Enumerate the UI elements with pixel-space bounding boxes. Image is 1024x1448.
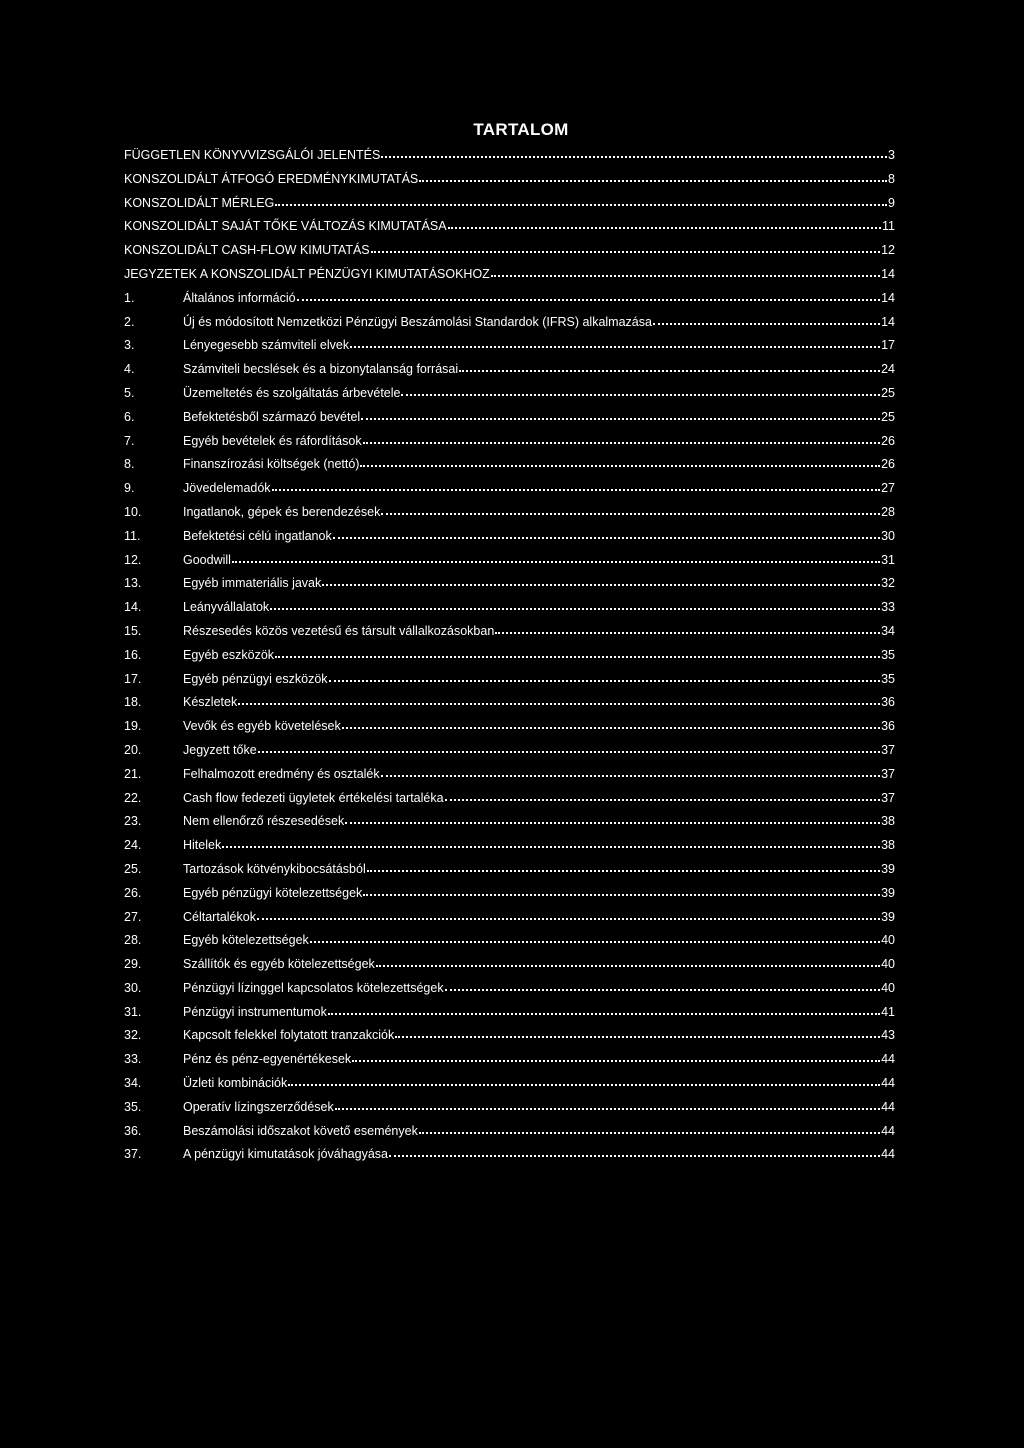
dot-leader: [322, 584, 880, 586]
toc-entry-page-number: 14: [881, 266, 895, 281]
toc-entry-number: 7.: [124, 433, 135, 448]
toc-entry-page-number: 27: [881, 481, 895, 496]
toc-entry-label: Egyéb bevételek és ráfordítások: [183, 433, 362, 448]
toc-entry[interactable]: [124, 672, 895, 696]
toc-entry-label: Cash flow fedezeti ügyletek értékelési tartaléka: [183, 790, 444, 805]
toc-entry-label: KONSZOLIDÁLT CASH-FLOW KIMUTATÁS: [124, 243, 370, 258]
toc-entry-number: 37.: [124, 1147, 142, 1162]
toc-entry[interactable]: [124, 362, 895, 386]
toc-entry-number: 23.: [124, 814, 142, 829]
toc-entry[interactable]: [124, 814, 895, 838]
toc-entry-number: 32.: [124, 1028, 142, 1043]
dot-leader: [258, 751, 880, 753]
toc-entry-number: 27.: [124, 909, 142, 924]
toc-entry[interactable]: [124, 386, 895, 410]
toc-entry-number: 9.: [124, 481, 135, 496]
toc-entry-number: 30.: [124, 980, 142, 995]
dot-leader: [275, 204, 887, 206]
toc-entry[interactable]: [124, 719, 895, 743]
dot-leader: [342, 727, 880, 729]
toc-entry-label: FÜGGETLEN KÖNYVVIZSGÁLÓI JELENTÉS: [124, 148, 381, 162]
toc-entry-number: 4.: [124, 362, 135, 377]
toc-entry-label: Számviteli becslések és a bizonytalanság forrásai: [183, 362, 459, 377]
toc-entry-number: 33.: [124, 1052, 142, 1067]
toc-entry-page-number: 39: [881, 861, 895, 876]
toc-entry-label: Goodwill: [183, 552, 231, 567]
dot-leader: [445, 799, 881, 801]
toc-entry-number: 5.: [124, 385, 135, 400]
toc-entry-label: Leányvállalatok: [183, 600, 270, 615]
dot-leader: [395, 1036, 880, 1038]
toc-entry-page-number: 40: [881, 933, 895, 948]
toc-entry[interactable]: [124, 910, 895, 934]
toc-entry-page-number: 35: [881, 671, 895, 686]
toc-entry[interactable]: [124, 1124, 895, 1148]
toc-entry[interactable]: [124, 576, 895, 600]
toc-entry-label: Céltartalékok: [183, 909, 256, 924]
toc-entry-label: Szállítók és egyéb kötelezettségek: [183, 957, 375, 972]
toc-entry[interactable]: [124, 219, 895, 243]
toc-entry[interactable]: [124, 291, 895, 315]
toc-entry-page-number: 17: [881, 338, 895, 353]
toc-entry-page-number: 33: [881, 600, 895, 615]
toc-entry-label: Jövedelemadók: [183, 481, 271, 496]
toc-entry-page-number: 28: [881, 504, 895, 519]
toc-entry-number: 10.: [124, 504, 142, 519]
dot-leader: [401, 394, 880, 396]
dot-leader: [310, 941, 880, 943]
toc-entry-label: Lényegesebb számviteli elvek: [183, 338, 350, 353]
toc-entry-label: KONSZOLIDÁLT SAJÁT TŐKE VÁLTOZÁS KIMUTATÁSA: [124, 219, 447, 234]
toc-entry-number: 29.: [124, 957, 142, 972]
dot-leader: [238, 703, 880, 705]
toc-entry-label: Pénz és pénz-egyenértékesek: [183, 1052, 352, 1067]
toc-entry-number: 24.: [124, 838, 142, 853]
toc-entry-label: Pénzügyi instrumentumok: [183, 1004, 327, 1019]
dot-leader: [350, 346, 880, 348]
dot-leader: [360, 465, 880, 467]
toc-entry-page-number: 24: [881, 362, 895, 377]
toc-entry[interactable]: [124, 1005, 895, 1029]
toc-entry-page-number: 32: [881, 576, 895, 591]
toc-entry[interactable]: [124, 553, 895, 577]
toc-entry-page-number: 26: [881, 457, 895, 472]
toc-entry[interactable]: [124, 648, 895, 672]
dot-leader: [288, 1084, 880, 1086]
toc-entry-number: 1.: [124, 290, 135, 305]
toc-entry[interactable]: [124, 529, 895, 553]
toc-entry-number: 31.: [124, 1004, 142, 1019]
toc-entry-number: 21.: [124, 766, 142, 781]
toc-entry[interactable]: [124, 1076, 895, 1100]
dot-leader: [376, 965, 880, 967]
toc-entry[interactable]: [124, 957, 895, 981]
toc-entry-label: Egyéb pénzügyi kötelezettségek: [183, 885, 363, 900]
toc-entry-number: 26.: [124, 885, 142, 900]
toc-entry-number: 13.: [124, 576, 142, 591]
dot-leader: [381, 513, 880, 515]
toc-entry-label: Beszámolási időszakot követő események: [183, 1123, 418, 1138]
toc-entry-label: KONSZOLIDÁLT MÉRLEG: [124, 195, 275, 210]
toc-entry[interactable]: [124, 505, 895, 529]
toc-entry-label: Üzemeltetés és szolgáltatás árbevétele: [183, 385, 401, 400]
toc-entry[interactable]: [124, 624, 895, 648]
toc-entry[interactable]: [124, 743, 895, 767]
toc-entry-page-number: 43: [881, 1028, 895, 1043]
toc-entry-page-number: 38: [881, 814, 895, 829]
toc-entry-label: Felhalmozott eredmény és osztalék: [183, 766, 380, 781]
toc-entry-number: 20.: [124, 742, 142, 757]
dot-leader: [381, 156, 887, 158]
toc-entry[interactable]: [124, 600, 895, 624]
toc-entry-number: 36.: [124, 1123, 142, 1138]
toc-entry-page-number: 31: [881, 552, 895, 567]
toc-entry[interactable]: [124, 791, 895, 815]
toc-entry[interactable]: [124, 315, 895, 339]
toc-entry-page-number: 8: [888, 171, 895, 186]
toc-entry-page-number: 39: [881, 885, 895, 900]
toc-entry-number: 12.: [124, 552, 142, 567]
toc-entry-page-number: 9: [888, 195, 895, 210]
toc-entry[interactable]: [124, 767, 895, 791]
toc-entry-page-number: 14: [881, 290, 895, 305]
toc-entry-label: Egyéb kötelezettségek: [183, 933, 309, 948]
dot-leader: [232, 561, 880, 563]
dot-leader: [495, 632, 880, 634]
toc-entry-label: Részesedés közös vezetésű és társult vállalkozásokban: [183, 623, 495, 638]
toc-entry-label: Kapcsolt felekkel folytatott tranzakciók: [183, 1028, 395, 1043]
dot-leader: [653, 323, 880, 325]
toc-entry-page-number: 12: [881, 243, 895, 258]
toc-entry-number: 19.: [124, 719, 142, 734]
toc-entry-label: Ingatlanok, gépek és berendezések: [183, 504, 381, 519]
dot-leader: [371, 251, 880, 253]
dot-leader: [367, 870, 880, 872]
toc-title: TARTALOM: [473, 120, 569, 139]
toc-entry[interactable]: [124, 410, 895, 434]
toc-entry-label: Üzleti kombinációk: [183, 1076, 288, 1091]
toc-entry-page-number: 25: [881, 385, 895, 400]
toc-entry-number: 35.: [124, 1099, 142, 1114]
toc-entry-label: Készletek: [183, 695, 238, 710]
toc-entry-label: Tartozások kötvénykibocsátásból: [183, 861, 366, 876]
dot-leader: [459, 370, 880, 372]
toc-entry[interactable]: [124, 933, 895, 957]
toc-entry-label: A pénzügyi kimutatások jóváhagyása: [183, 1147, 388, 1162]
dot-leader: [270, 608, 880, 610]
toc-entry-page-number: 44: [881, 1076, 895, 1091]
dot-leader: [328, 1013, 880, 1015]
dot-leader: [448, 227, 881, 229]
toc-entry-page-number: 41: [881, 1004, 895, 1019]
toc-entry-page-number: 44: [881, 1123, 895, 1138]
dot-leader: [329, 680, 881, 682]
toc-entry-page-number: 11: [882, 219, 895, 234]
toc-entry[interactable]: [124, 1052, 895, 1076]
toc-entry-number: 15.: [124, 623, 142, 638]
toc-entry-number: 14.: [124, 600, 142, 615]
dot-leader: [381, 775, 880, 777]
dot-leader: [275, 656, 880, 658]
toc-entry-label: Operatív lízingszerződések: [183, 1099, 334, 1114]
toc-entry[interactable]: [124, 1147, 895, 1171]
dot-leader: [335, 1108, 880, 1110]
dot-leader: [345, 822, 880, 824]
toc-entry-page-number: 37: [881, 766, 895, 781]
toc-entry-number: 3.: [124, 338, 135, 353]
toc-entry-label: KONSZOLIDÁLT ÁTFOGÓ EREDMÉNYKIMUTATÁS: [124, 171, 419, 186]
dot-leader: [352, 1060, 880, 1062]
dot-leader: [419, 180, 887, 182]
toc-entry-label: Jegyzett tőke: [183, 742, 257, 757]
dot-leader: [361, 418, 880, 420]
dot-leader: [363, 442, 881, 444]
toc-entry[interactable]: [124, 1100, 895, 1124]
toc-entry[interactable]: [124, 695, 895, 719]
toc-entry[interactable]: [124, 148, 895, 172]
toc-entry-label: Pénzügyi lízinggel kapcsolatos kötelezettségek: [183, 980, 444, 995]
toc-entry[interactable]: [124, 267, 895, 291]
toc-entry[interactable]: [124, 434, 895, 458]
toc-entry-label: JEGYZETEK A KONSZOLIDÁLT PÉNZÜGYI KIMUTATÁSOKHOZ: [124, 266, 490, 281]
toc-entry[interactable]: [124, 243, 895, 267]
toc-entry-page-number: 30: [881, 528, 895, 543]
toc-entry-page-number: 39: [881, 909, 895, 924]
toc-entry-page-number: 36: [881, 719, 895, 734]
toc-entry-label: Finanszírozási költségek (nettó): [183, 457, 360, 472]
toc-entry-page-number: 40: [881, 980, 895, 995]
toc-entry-label: Új és módosított Nemzetközi Pénzügyi Beszámolási Standardok (IFRS) alkalmazása: [183, 314, 652, 329]
toc-entry-page-number: 35: [881, 647, 895, 662]
dot-leader: [272, 489, 881, 491]
toc-entry-page-number: 38: [881, 838, 895, 853]
toc-entry-page-number: 37: [881, 790, 895, 805]
toc-top-section: [124, 148, 895, 291]
dot-leader: [297, 299, 881, 301]
toc-entry-page-number: 34: [881, 623, 895, 638]
toc-entry-label: Befektetésből származó bevétel: [183, 409, 361, 424]
toc-entry-page-number: 40: [881, 957, 895, 972]
toc-entry-number: 6.: [124, 409, 135, 424]
toc-entry-number: 28.: [124, 933, 142, 948]
toc-entry-number: 2.: [124, 314, 135, 329]
dot-leader: [419, 1132, 880, 1134]
toc-entry-page-number: 26: [881, 433, 895, 448]
dot-leader: [363, 894, 880, 896]
toc-entry-page-number: 37: [881, 742, 895, 757]
dot-leader: [445, 989, 881, 991]
toc-entry[interactable]: [124, 196, 895, 220]
toc-entry-page-number: 14: [881, 314, 895, 329]
toc-entry-page-number: 44: [881, 1099, 895, 1114]
toc-entry-page-number: 25: [881, 409, 895, 424]
toc-entry-number: 18.: [124, 695, 142, 710]
toc-entry-page-number: 44: [881, 1052, 895, 1067]
toc-notes-section: [124, 291, 895, 1171]
toc-entry-page-number: 3: [888, 148, 895, 162]
toc-entry[interactable]: [124, 838, 895, 862]
toc-entry-label: Vevők és egyéb követelések: [183, 719, 341, 734]
dot-leader: [491, 275, 880, 277]
toc-entry[interactable]: [124, 862, 895, 886]
toc-entry-label: Egyéb pénzügyi eszközök: [183, 671, 328, 686]
toc-entry[interactable]: [124, 481, 895, 505]
toc-entry-label: Hitelek: [183, 838, 222, 853]
dot-leader: [222, 846, 880, 848]
toc-entry-number: 25.: [124, 861, 142, 876]
toc-entry-page-number: 36: [881, 695, 895, 710]
toc-entry-number: 34.: [124, 1076, 142, 1091]
dot-leader: [333, 537, 880, 539]
toc-entry-number: 17.: [124, 671, 142, 686]
toc-entry[interactable]: [124, 457, 895, 481]
table-of-contents: [124, 148, 895, 1171]
toc-entry[interactable]: [124, 981, 895, 1005]
toc-entry-number: 11.: [124, 528, 141, 543]
toc-entry-label: Nem ellenőrző részesedések: [183, 814, 345, 829]
toc-entry[interactable]: [124, 1028, 895, 1052]
dot-leader: [389, 1155, 880, 1157]
toc-entry[interactable]: [124, 338, 895, 362]
dot-leader: [257, 918, 880, 920]
toc-entry-number: 8.: [124, 457, 135, 472]
toc-entry[interactable]: [124, 172, 895, 196]
toc-entry-label: Egyéb immateriális javak: [183, 576, 322, 591]
toc-entry-label: Általános információ: [183, 290, 296, 305]
toc-entry-number: 16.: [124, 647, 142, 662]
toc-entry[interactable]: [124, 886, 895, 910]
toc-entry-number: 22.: [124, 790, 142, 805]
toc-entry-label: Befektetési célú ingatlanok: [183, 528, 332, 543]
toc-entry-page-number: 44: [881, 1147, 895, 1162]
toc-entry-label: Egyéb eszközök: [183, 647, 275, 662]
